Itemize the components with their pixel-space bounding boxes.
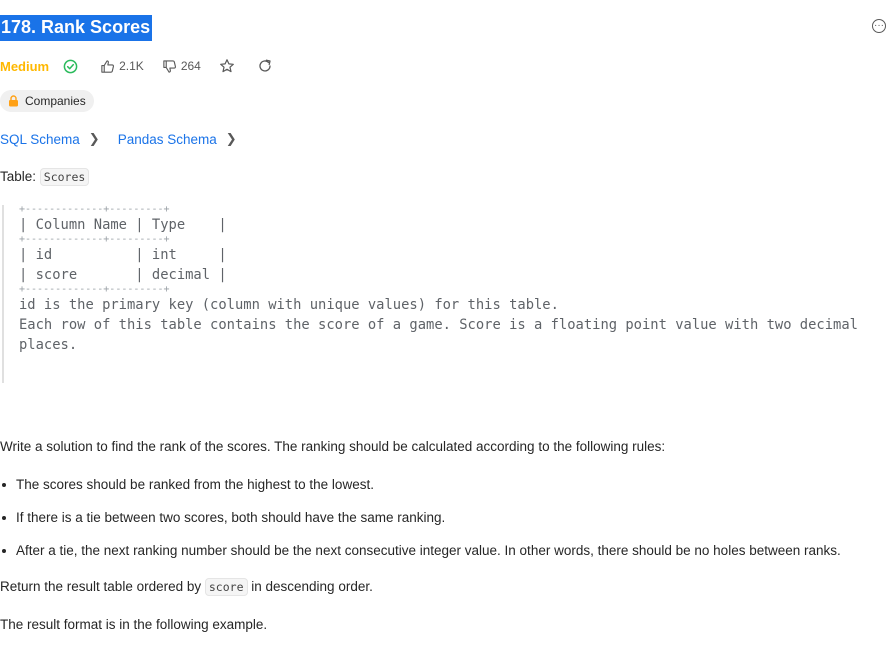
thumbs-down-icon <box>162 59 177 74</box>
table-intro-prefix: Table: <box>0 169 40 184</box>
check-circle-icon <box>63 59 78 74</box>
meta-row <box>0 56 295 76</box>
more-icon[interactable]: ··· <box>874 20 884 31</box>
format-note: The result format is in the following example. <box>0 617 268 632</box>
sql-schema-link[interactable] <box>0 131 100 147</box>
share-icon <box>257 58 273 74</box>
schema-row: | score | decimal | <box>19 267 227 283</box>
companies-label: Companies <box>25 94 86 108</box>
schema-note: places. <box>19 337 78 353</box>
problem-title[interactable]: 178. Rank Scores <box>0 15 152 41</box>
schema-border: +-------------+---------+ <box>19 204 170 215</box>
schema-header: | Column Name | Type | <box>19 217 227 233</box>
like-button[interactable] <box>100 59 144 74</box>
description-intro: Write a solution to find the rank of the scores. The ranking should be calculated according to the following rules: <box>0 439 666 454</box>
chevron-right-icon: ❯ <box>225 131 237 146</box>
difficulty-badge: Medium <box>0 58 50 74</box>
schema-code-block <box>2 205 884 383</box>
table-intro <box>0 169 89 184</box>
favorite-button[interactable] <box>219 58 239 74</box>
list-item: After a tie, the next ranking number should be the next consecutive integer value. In other words, there should be no holes between ranks. <box>0 540 890 573</box>
return-instruction <box>0 579 373 594</box>
companies-tag[interactable] <box>0 90 94 112</box>
score-code: score <box>205 578 248 596</box>
star-icon <box>219 58 235 74</box>
pandas-schema-link[interactable] <box>118 131 237 147</box>
share-button[interactable] <box>257 58 277 74</box>
schema-border: +-------------+---------+ <box>19 234 170 245</box>
list-item: The scores should be ranked from the highest to the lowest. <box>0 474 890 507</box>
pandas-schema-label: Pandas Schema <box>117 131 217 147</box>
chevron-right-icon: ❯ <box>88 131 100 146</box>
thumbs-up-icon <box>100 59 115 74</box>
schema-row: | id | int | <box>19 247 227 263</box>
dislike-button[interactable] <box>162 59 201 74</box>
likes-count: 2.1K <box>119 59 144 73</box>
title-row <box>0 15 152 41</box>
return-suffix: in descending order. <box>247 579 373 594</box>
list-item: If there is a tie between two scores, both should have the same ranking. <box>0 507 890 540</box>
sql-schema-label: SQL Schema <box>0 131 80 147</box>
return-prefix: Return the result table ordered by <box>0 579 205 594</box>
schema-note: id is the primary key (column with unique values) for this table. <box>19 297 559 313</box>
table-name-code: Scores <box>40 168 90 186</box>
dislikes-count: 264 <box>180 59 201 73</box>
schema-note: Each row of this table contains the score of a game. Score is a floating point value with two decimal <box>19 317 858 333</box>
solved-status <box>63 59 82 74</box>
schema-links <box>0 131 255 147</box>
rules-list <box>0 474 890 573</box>
lock-icon <box>8 95 19 107</box>
schema-border: +-------------+---------+ <box>19 284 170 295</box>
